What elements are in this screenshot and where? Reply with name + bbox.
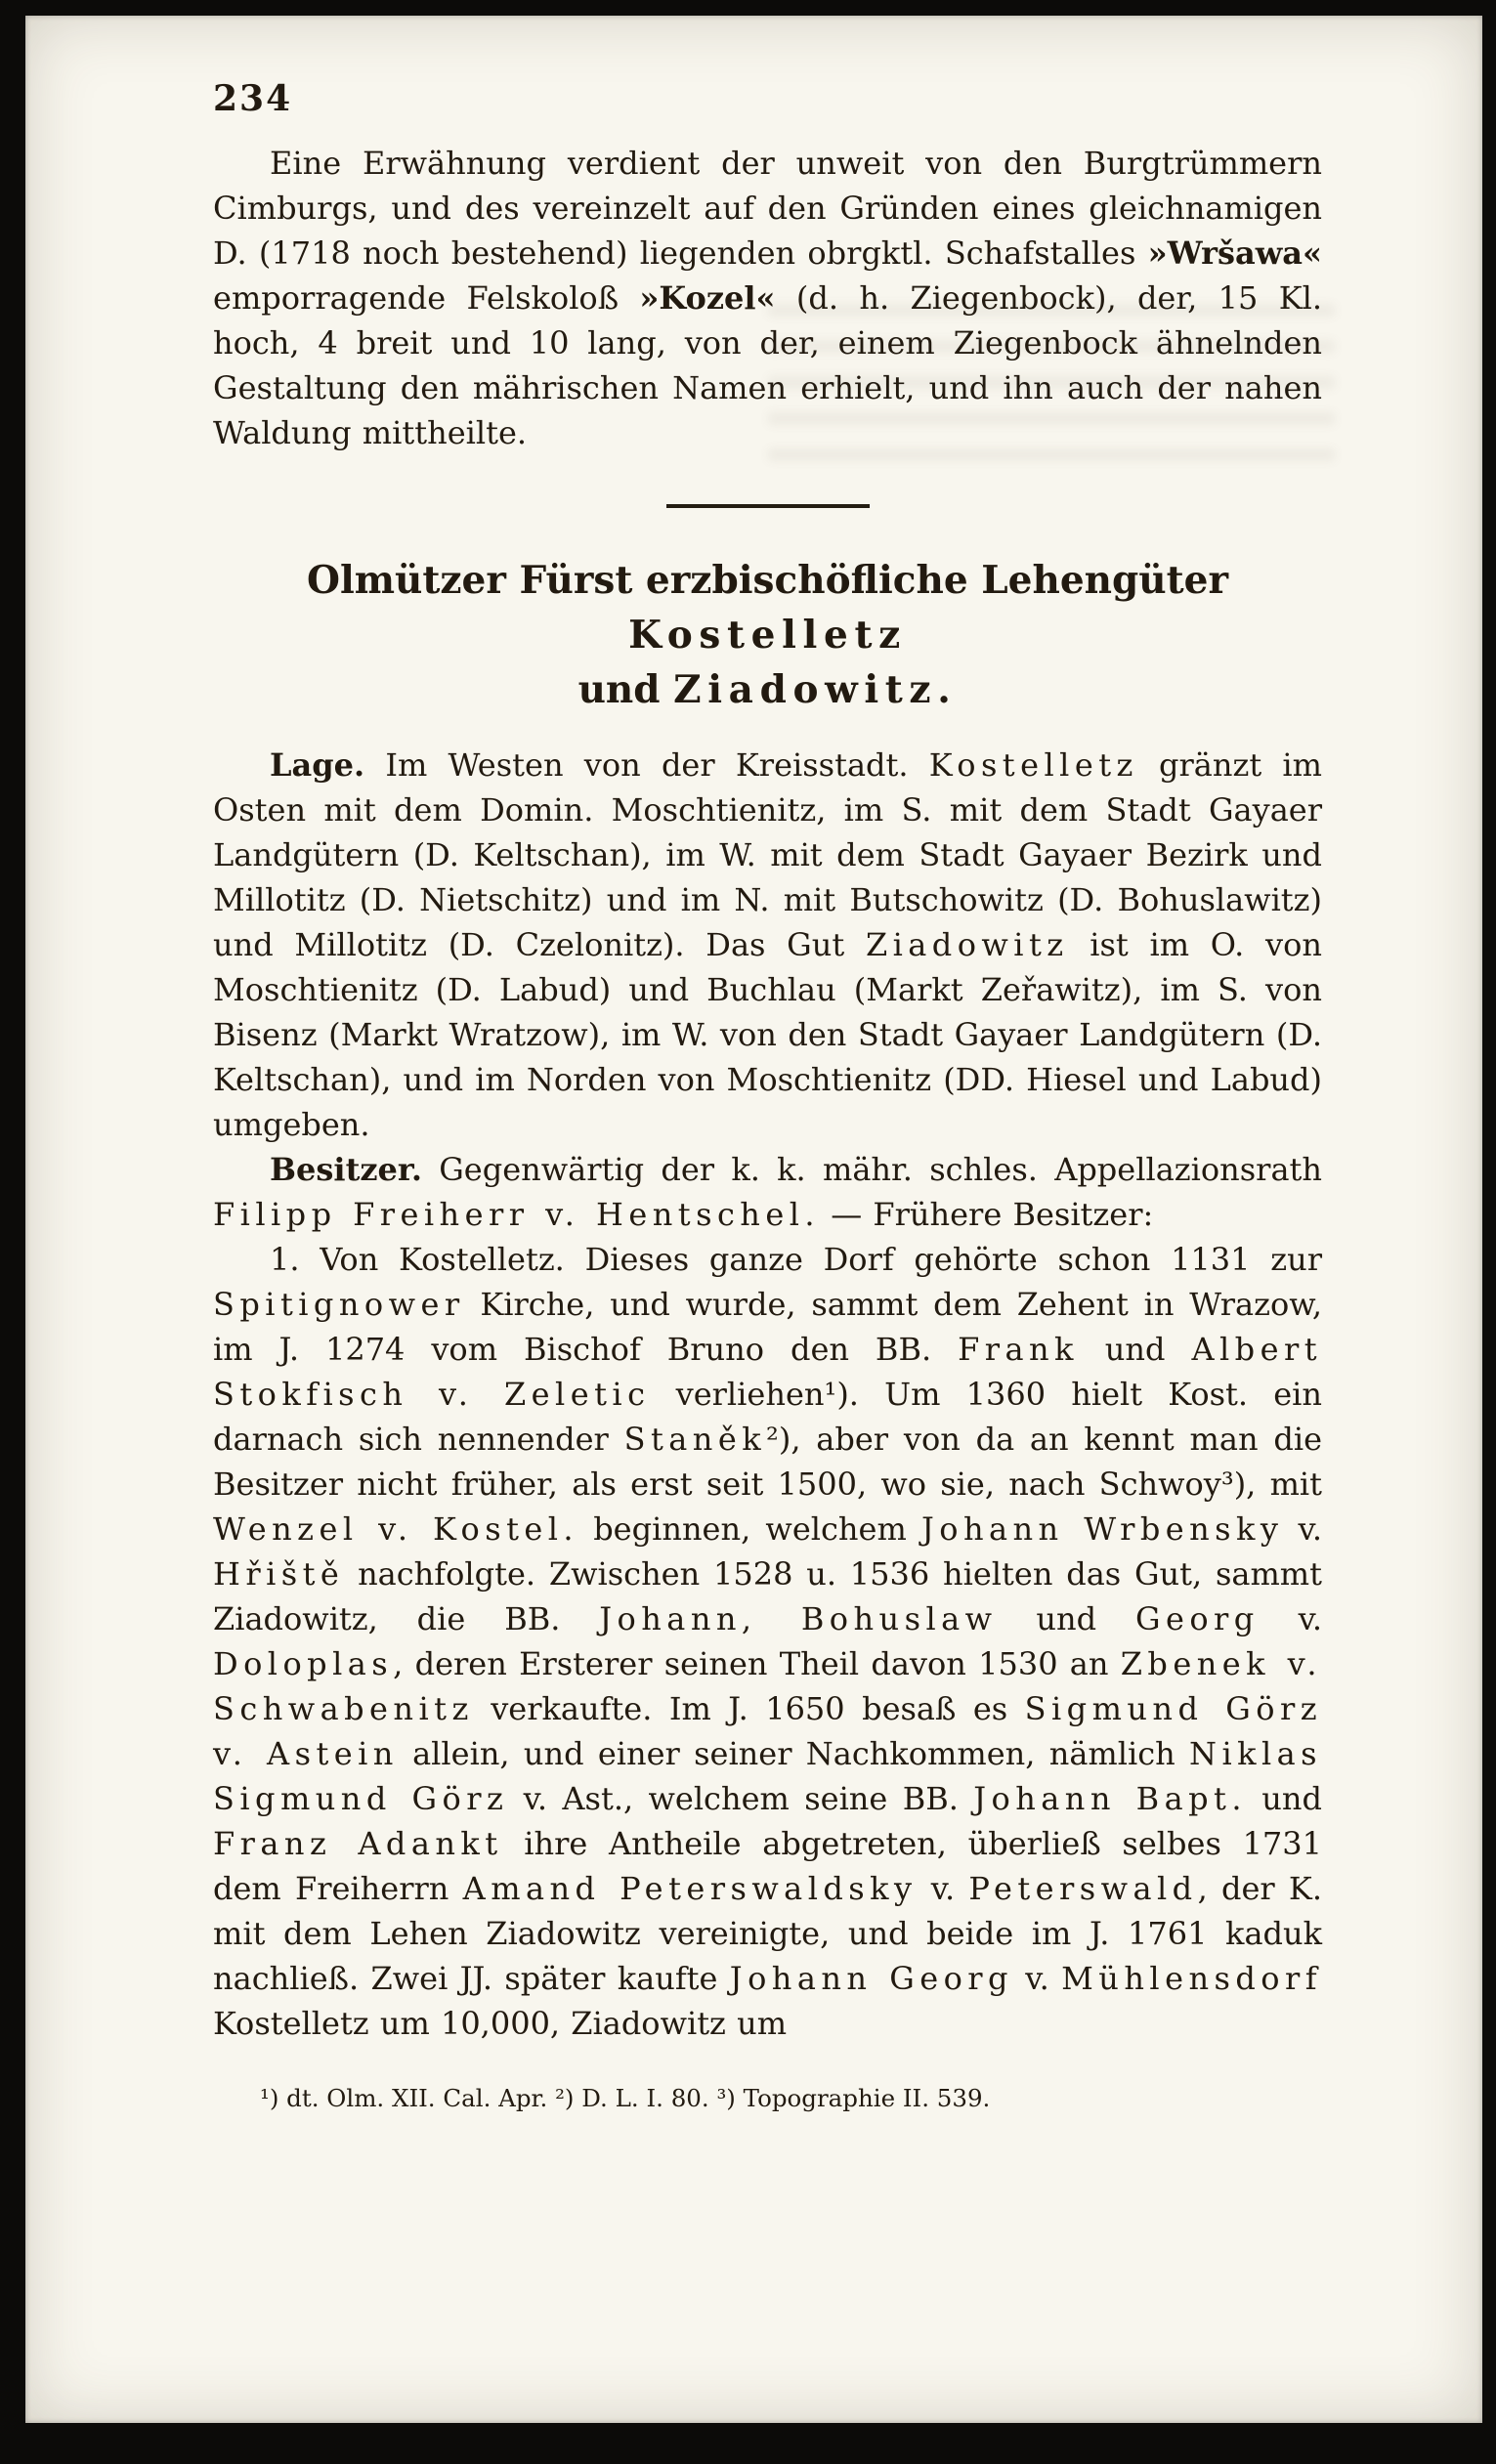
text-run: — Frühere Besitzer:	[820, 1196, 1154, 1233]
page-content	[213, 141, 1322, 2114]
text-run: Albert Stokfisch v. Zeletic	[213, 1331, 1323, 1413]
text-run: 1. Von Kostelletz. Dieses ganze Dorf gehörte schon 1131 zur	[270, 1241, 1322, 1278]
text-run: und	[1078, 1331, 1192, 1368]
text-run: Niklas Sigmund Görz	[213, 1735, 1322, 1817]
text-block	[213, 78, 1322, 2114]
lage-paragraph	[213, 743, 1322, 1147]
text-run: und	[1246, 1780, 1323, 1817]
text-run: Kostelletz	[928, 746, 1138, 784]
text-run: v. Ast., welchem seine BB.	[508, 1780, 974, 1817]
text-run: emporragende Felskoloß	[213, 279, 640, 317]
text-run: Im Westen von der Kreisstadt.	[364, 746, 929, 784]
text-run: v.	[1012, 1960, 1062, 1997]
text-run: (d. h. Ziegenbock), der, 15 Kl. hoch, 4 breit und 10 lang, von der, einem Ziegenbock ähnelnden Gestaltung den mährischen Namen erhielt, und ihn auch der nahen Waldung mittheilte.	[213, 279, 1323, 451]
text-run: v.	[1283, 1510, 1323, 1548]
text-run: Doloplas	[213, 1645, 394, 1682]
text-run: , der K. mit dem Lehen Ziadowitz vereinigte, und beide im J. 1761 kaduk nachließ. Zwei JJ. später kaufte	[213, 1870, 1322, 1997]
text-run: Johann, Bohuslaw	[599, 1600, 998, 1637]
text-run: Zbenek v. Schwabenitz	[213, 1645, 1323, 1727]
text-run: Sigmund Görz v. Astein	[213, 1690, 1322, 1772]
text-run: Amand Peterswaldsky	[462, 1870, 918, 1907]
text-run: und	[577, 667, 674, 712]
book-page	[25, 16, 1482, 2423]
text-run: verkaufte. Im J. 1650 besaß es	[473, 1690, 1025, 1727]
text-run: Gegenwärtig der k. k. mähr. schles. Appellazionsrath	[421, 1151, 1322, 1188]
text-run: Ziadowitz	[865, 926, 1069, 963]
text-run: »Wršawa«	[1147, 234, 1322, 272]
text-run: v.	[1259, 1600, 1323, 1637]
text-run: Filipp Freiherr v. Hentschel.	[213, 1196, 821, 1233]
text-run: Spitignower	[213, 1286, 465, 1323]
text-run: v.	[917, 1870, 969, 1907]
text-run: ¹) dt. Olm. XII. Cal. Apr. ²) D. L. I. 80. ³) Topographie II. 539.	[260, 2084, 991, 2112]
text-run: , deren Ersterer seinen Theil davon 1530 an	[393, 1645, 1121, 1682]
text-run: »Kozel«	[639, 279, 776, 317]
text-run: allein, und einer seiner Nachkommen, nämlich	[398, 1735, 1189, 1772]
text-run: beginnen, welchem	[578, 1510, 921, 1548]
text-run: Hřiště	[213, 1555, 345, 1593]
text-run: Ziadowitz.	[673, 667, 958, 712]
text-run: Kostelletz um 10,000, Ziadowitz um	[213, 2005, 788, 2042]
page-number: 234	[213, 78, 293, 119]
text-run: Johann Bapt.	[973, 1780, 1247, 1817]
footnotes	[213, 2083, 1322, 2114]
text-run: Lage.	[270, 746, 365, 784]
text-run: Eine Erwähnung verdient der unweit von den Burgtrümmern Cimburgs, und des vereinzelt auf den Gründen eines gleichnamigen D. (1718 noch bestehend) liegenden obrgktl. Schafstalles	[213, 145, 1322, 272]
text-run: Staněk	[623, 1421, 767, 1458]
text-run: Kostelletz	[628, 613, 907, 658]
text-run: Peterswald	[968, 1870, 1198, 1907]
intro-paragraph	[213, 141, 1322, 455]
text-run: Franz Adankt	[213, 1825, 503, 1862]
section-heading	[213, 553, 1322, 717]
text-run: Besitzer.	[270, 1151, 422, 1188]
text-run: und	[997, 1600, 1135, 1637]
text-run: Wenzel v. Kostel.	[213, 1510, 579, 1548]
text-run: Georg	[1134, 1600, 1260, 1637]
kostelletz-history-paragraph	[213, 1237, 1322, 2046]
text-run: verliehen¹). Um 1360 hielt Kost. ein darnach sich nennender	[213, 1376, 1322, 1458]
text-run: ihre Antheile abgetreten, überließ selbes 1731 dem Freiherrn	[213, 1825, 1323, 1907]
text-run: gränzt im Osten mit dem Domin. Moschtienitz, im S. mit dem Stadt Gayaer Landgütern (D. Keltschan), im W. mit dem Stadt Gayaer Bezirk und Millotitz (D. Nietschitz) und im N. mit Butschowitz (D. Bohuslawitz) und Millotitz (D. Czelonitz). Das Gut	[213, 746, 1322, 963]
besitzer-paragraph	[213, 1147, 1322, 1237]
text-run: Mühlensdorf	[1061, 1960, 1323, 1997]
text-run: nachfolgte. Zwischen 1528 u. 1536 hielten das Gut, sammt Ziadowitz, die BB.	[213, 1555, 1322, 1637]
text-run: ²), aber von da an kennt man die Besitzer nicht früher, als erst seit 1500, wo sie, nach Schwoy³), mit	[213, 1421, 1323, 1503]
section-divider	[666, 504, 870, 508]
text-run: Olmützer Fürst erzbischöfliche Lehengüter	[306, 558, 1229, 603]
text-run: Johann Georg	[729, 1960, 1013, 1997]
text-run: Frank	[958, 1331, 1079, 1368]
text-run: Kirche, und wurde, sammt dem Zehent in Wrazow, im J. 1274 vom Bischof Bruno den BB.	[213, 1286, 1322, 1368]
text-run: Johann Wrbensky	[920, 1510, 1284, 1548]
text-run: ist im O. von Moschtienitz (D. Labud) und Buchlau (Markt Zeřawitz), im S. von Bisenz (Markt Wratzow), im W. von den Stadt Gayaer Landgütern (D. Keltschan), und im Norden von Moschtienitz (DD. Hiesel und Labud) umgeben.	[213, 926, 1323, 1143]
